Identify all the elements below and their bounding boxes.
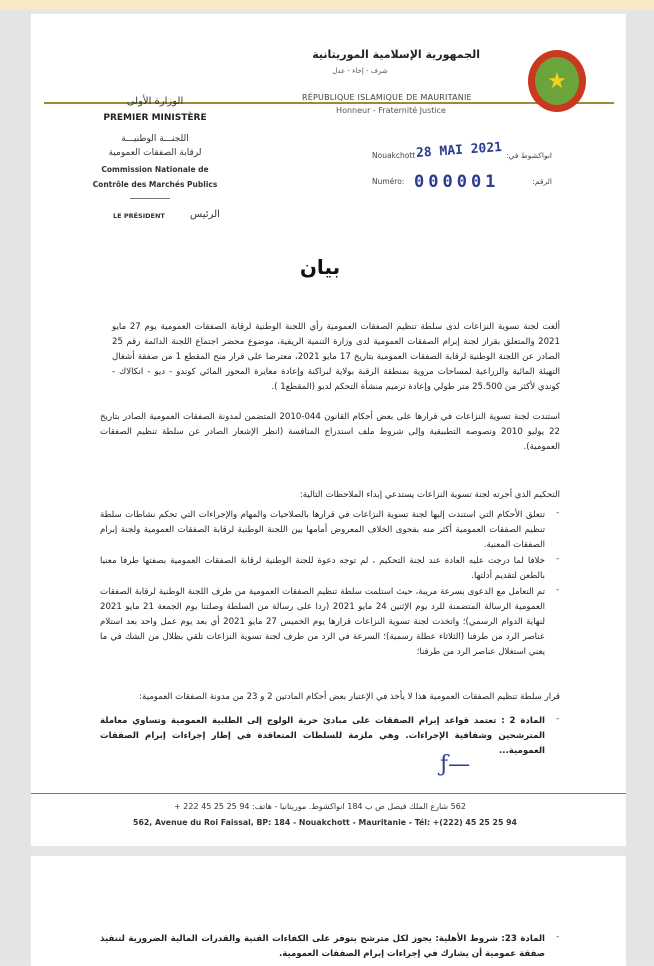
article-2-quote: المادة 2 : تعتمد قواعد إبرام الصفقات على مبادئ حرية الولوج إلى الطلبية العمومية وتساوي معاملة المترشحين وشفافية الإجراءات. وهي ملزمة للسلطات المتعاقدة في إطار إجراءات إبرام الصفقات العمومية... — [100, 716, 546, 756]
bullet-dash-icon: - — [556, 508, 560, 518]
paragraph-1: ألغت لجنة تسوية النزاعات لدى سلطة تنظيم الصفقات العمومية رأي اللجنة الوطنية لرقابة الصفقات العمومية يوم 27 مايو 2021 والمتعلق بقرار لجنة إبرام الصفقات العمومية لدى وزارة التنمية الريفية، موضوع محضر اجتماع اللجنة الدائمة رقم 25 الصادر عن اللجنة الوطنية لرقابة الصفقات العمومية بتاريخ 17 مايو 2021، معترضا على قرار منح المقطع 1 من صفقة أشغال التهيئة المائية والزراعية لمساحات مروية بمنطقة الرقبة بولاية لبراكنة وإعادة معايرة المحور المائي كوندو - ديو - انكالاك - كوندي لأكثر من 25.500 متر طولي وإعادة ترميم منشأة التحكم لديو (المقطع1 ). — [112, 322, 561, 392]
president-ar: الرئيس — [190, 209, 220, 220]
bullet-item-2: خلافا لما درجت عليه العادة عند لجنة التحكيم ، لم توجه دعوة للجنة الوطنية لرقابة الصفقات العمومية بصفتها طرفا معنيا بالطعن لتقديم أدلتها. — [100, 556, 545, 581]
commission-ar-line2: لرقابة الصفقات العمومية — [108, 148, 202, 158]
top-banner — [0, 0, 654, 10]
republic-title-fr: RÉPUBLIQUE ISLAMIQUE DE MAURITANIE — [302, 93, 472, 102]
number-stamp: 000001 — [414, 172, 500, 192]
place-label-ar: انواكشوط في: — [506, 151, 552, 160]
viewer-margin-left — [0, 10, 30, 960]
ministry-ar: الوزارة الأولى — [126, 96, 184, 107]
article-23-quote: المادة 23: شروط الأهلية: يجوز لكل مترشح يتوفر على الكفاءات الفنية والقدرات المالية الضرورية لتنفيذ صفقة عمومية أن يشارك في إجراءات إبرام الصفقات العمومية. — [100, 934, 546, 959]
issuer-divider — [130, 198, 170, 199]
footer-address-fr: 562, Avenue du Roi Faissal, BP: 184 - Nouakchott - Mauritanie - Tél: +(222) 45 25 25 94 — [133, 818, 517, 827]
bullet-item-3: تم التعامل مع الدعوى بسرعة مريبة، حيث استلمت سلطة تنظيم الصفقات العمومية من طرف اللجنة الوطنية لرقابة الصفقات العمومية الرسالة المتضمنة للرد يوم الإثنين 24 مايو 2021 (ردا على رسالة من السلطة وصلتنا يوم الجمعة 21 مايو 2021 لنهاية الدوام الرسمي)؛ واتخذت لجنة تسوية النزاعات قرارها يوم الخميس 27 مايو 2021 أي بعد يوم عمل واحد بعد استلام عناصر الرد من طرفنا (الثلاثاء عطلة رسمية)؛ السرعة في الرد من طرف لجنة تسوية النزاعات تلقي بظلال من الشك في ما يعني استغلال عناصر الرد من طرفنا؛ — [100, 587, 545, 657]
footer-address-ar: 562 شارع الملك فيصل ص ب 184 انواكشوط. موريتانيا - هاتف: 94 25 25 45 222 + — [174, 802, 466, 811]
handwritten-signature-icon: ƒ— — [440, 752, 471, 777]
president-fr: LE PRÉSIDENT — [113, 212, 165, 220]
footer-rule — [31, 793, 626, 794]
paragraph-4: قرار سلطة تنظيم الصفقات العمومية هذا لا يأخذ في الإعتبار بعض أحكام المادتين 2 و 23 من مدونة الصفقات العمومية: — [139, 692, 560, 702]
republic-title-ar: الجمهورية الإسلامية الموريتانية — [312, 48, 480, 61]
paragraph-3: التحكيم الذي أجرته لجنة تسوية النزاعات يستدعي إبداء الملاحظات التالية: — [299, 490, 560, 500]
viewer-margin-right — [626, 10, 654, 960]
bullet-dash-icon: - — [556, 714, 560, 724]
mauritania-seal-icon: ★ — [528, 50, 586, 112]
document-title: بيان — [299, 255, 341, 279]
number-label-fr: Numéro: — [372, 177, 405, 186]
place-label-fr: Nouakchott — [372, 151, 416, 160]
bullet-dash-icon: - — [556, 554, 560, 564]
motto-ar: شرف - إخاء - عدل — [332, 67, 388, 75]
commission-ar-line1: اللجنـــة الوطنيـــة — [121, 134, 189, 144]
commission-fr-line2: Contrôle des Marchés Publics — [92, 180, 218, 189]
motto-fr: Honneur - Fraternité Justice — [336, 106, 446, 115]
bullet-dash-icon: - — [556, 585, 560, 595]
bullet-item-1: تتعلق الأحكام التي استندت إليها لجنة تسوية النزاعات في قرارها بالصلاحيات والمهام والإجراءات التي تحكم نشاطات سلطة تنظيم الصفقات العمومية أكثر منه بفحوى الخلاف المعروض أمامها بين اللجنة الوطنية لرقابة الصفقات العمومية ولجنة إبرام الصفقات المعنية. — [100, 510, 545, 550]
paragraph-2: استندت لجنة تسوية النزاعات في قرارها على بعض أحكام القانون 044-2010 المتضمن لمدونة الصفقات العمومية الصادر بتاريخ 22 يوليو 2010 ونصوصه التطبيقية وإلى شروط ملف استدراج المنافسة (انظر الإشعار الصادر عن سلطة تنظيم الصفقات العمومية). — [100, 412, 560, 452]
bullet-dash-icon: - — [556, 932, 560, 942]
commission-fr-line1: Commission Nationale de — [101, 165, 209, 174]
number-label-ar: الرقم: — [532, 177, 552, 186]
date-stamp: 28 MAI 2021 — [415, 140, 503, 161]
ministry-fr: PREMIER MINISTÈRE — [103, 113, 207, 123]
